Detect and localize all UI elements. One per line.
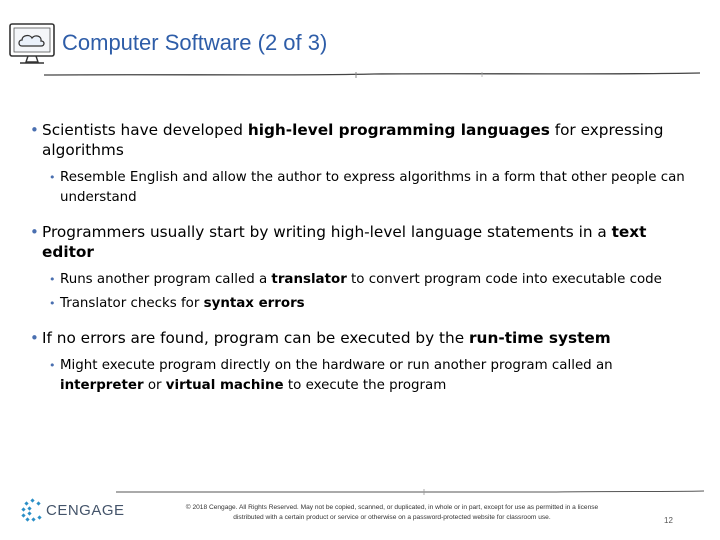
bullet-3 (30, 328, 690, 348)
footer-divider (116, 488, 704, 496)
bullet-dot-icon: • (30, 121, 39, 139)
bullet-3-text: If no errors are found, program can be executed by the run-time system (42, 329, 611, 347)
page-number: 12 (664, 516, 673, 525)
bullet-dot-icon: • (30, 223, 39, 241)
bullet-2-sub-1: • Runs another program called a translator to convert program code into executable code (30, 270, 690, 290)
bullet-dot-icon: • (30, 329, 39, 347)
bullet-3-sub-1: • Might execute program directly on the hardware or run another program called an interpreter or virtual machine to execute the program (49, 358, 613, 393)
bullet-1-text: Scientists have developed high-level programming languages for expressing algorithms (42, 121, 664, 159)
bullet-dot-icon: • (49, 171, 56, 184)
title-divider (44, 68, 700, 80)
bullet-2 (30, 222, 690, 262)
slide-title: Computer Software (2 of 3) (62, 30, 328, 55)
cengage-logo-text: CENGAGE (46, 502, 125, 519)
bullet-1 (30, 120, 690, 160)
cengage-logo-icon (18, 496, 46, 524)
bullet-dot-icon: • (49, 273, 56, 286)
slide-body (30, 120, 690, 408)
computer-cloud-icon (6, 18, 58, 70)
bullet-dot-icon: • (49, 359, 56, 372)
bullet-dot-icon: • (49, 297, 56, 310)
bullet-2-sub-2: • Translator checks for syntax errors (30, 294, 690, 314)
bullet-1-sub-1: • Resemble English and allow the author to express algorithms in a form that other people can understand (49, 170, 685, 205)
bullet-2-text: Programmers usually start by writing high-level language statements in a text editor (42, 223, 647, 261)
copyright-notice: © 2018 Cengage. All Rights Reserved. May not be copied, scanned, or duplicated, in whole or in part, except for use as permitted in a license distributed with a certain product or service or otherwise on a password-protected website for classroom use. (185, 504, 599, 521)
